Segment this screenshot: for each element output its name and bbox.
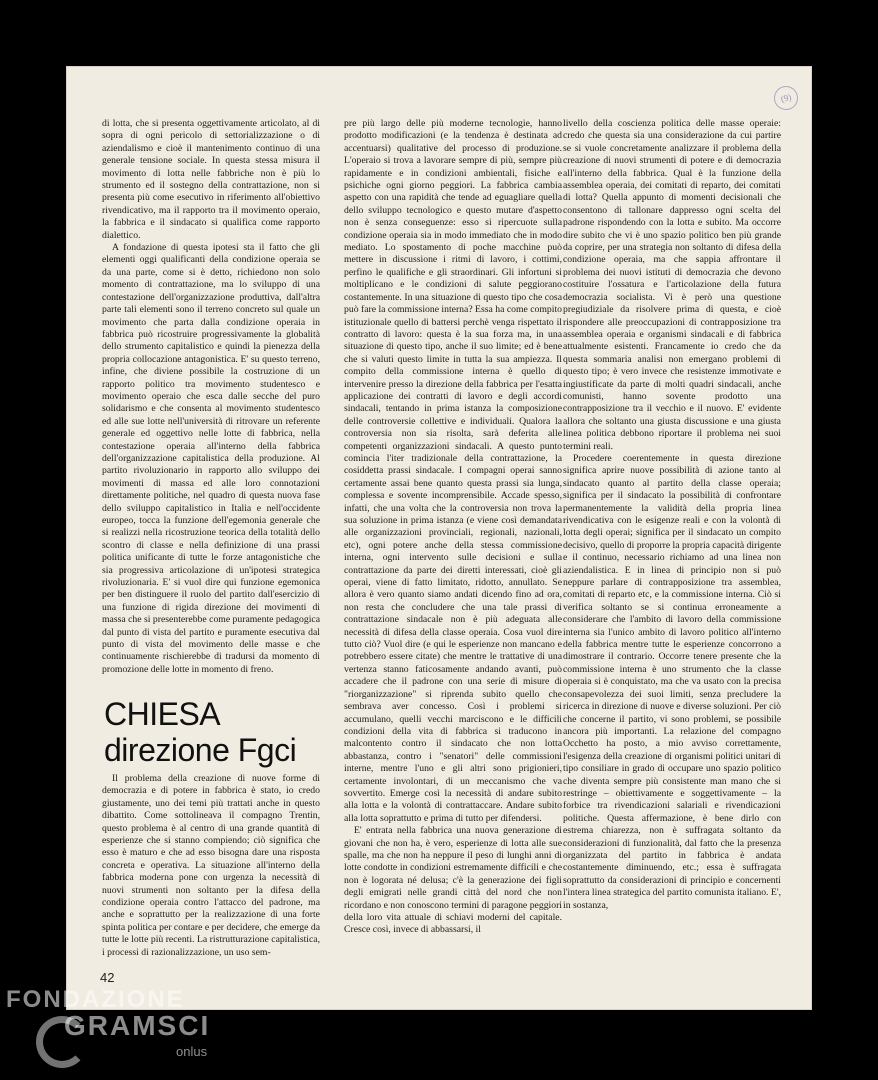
watermark-line3: onlus xyxy=(176,1044,208,1059)
headline-author: CHIESA xyxy=(104,696,221,732)
archive-stamp: (9) xyxy=(771,83,800,112)
column-left-bottom xyxy=(102,773,320,988)
paragraph: livello della coscienza politica delle masse operaie: credo che questa sia una considerazione da cui partire se si vuole concretamente analizzare il problema della creazione di nuovi strumenti di potere e di democrazia all'interno della fabbrica. Qual è la funzione della assemblea operaia, dei comitati di reparto, dei comitati di lotta? Quella appunto di momenti decisionali che consentono di tallonare dappresso ogni scelta del padrone rispondendo con la lotta e subito. Ma occorre dire subito che vi è uno spazio politico ben più grande da coprire, per una strategia non soltanto di difesa della condizione operaia, ma che sappia affrontare il problema dei nuovi istituti di democrazia che devono costituire l'ossatura e l'articolazione della futura democrazia socialista. Vi è però una questione pregiudiziale da risolvere prima di questa, e cioè rispondere alle preoccupazioni di contrapposizione tra assemblea operaia e organismi sindacali e di fabbrica attualmente esistenti. Francamente io credo che da questa sommaria analisi non emergano problemi di questo tipo; è vero invece che resistenze immotivate e ingiustificate da parte di molti quadri sindacali, anche comunisti, hanno sovente prodotto una contrapposizione tra il vecchio e il nuovo. E' evidente allora che soltanto una giusta discussione e una giusta linea politica debbono riportare il problema nei suoi termini reali. xyxy=(563,118,781,452)
fondazione-gramsci-watermark xyxy=(6,986,236,1076)
paragraph: di lotta, che si presenta oggettivamente articolato, al di sopra di ogni pericolo di settorializzazione o di aziendalismo e cioè il mantenimento continuo di una generale tensione sociale. In questa stessa misura il movimento di lotta nelle fabbriche non è più lo strumento ed il sostegno della contrattazione, non si presenta più come esecutivo in riferimento all'obiettivo rivendicativo, ma il rapporto tra il movimento operaio, la fabbrica e il sindacato si qualifica come rapporto dialettico. xyxy=(102,118,320,241)
column-left-top xyxy=(102,118,320,676)
paragraph: pre più largo delle più moderne tecnologie, hanno prodotto modificazioni (e la tendenza è destinata ad accentuarsi) qualitative del processo di produzione. L'operaio si trova a lavorare sempre di più, sempre più rapidamente e in condizioni ambientali, fisiche e psichiche ogni giorno peggiori. La fabbrica cambia aspetto con una rapidità che tende ad eguagliare quella dello sviluppo tecnologico e questo mutare d'aspetto non è senza conseguenze: esso si ripercuote sulla condizione operaia sia in modo immediato che in modo mediato. Lo spostamento di poche macchine può mettere in discussione i ritmi di lavoro, i cottimi, perfino le qualifiche e gli straordinari. Gli infortuni si moltiplicano e le condizioni di salute peggiorano costantemente. In una situazione di questo tipo che cosa può fare la commissione interna? Essa ha come compito istituzionale quello di battersi perchè venga rispettato il contratto di lavoro: questa è la sua forza ma, in una situazione di questo tipo, anche il suo limite; ed è bene che si valuti questo limite in tutta la sua ampiezza. Il compito della commissione interna è quello di intervenire presso la direzione della fabbrica per l'esatta applicazione dei contratti di lavoro e degli accordi sindacali, tentando in prima istanza la composizione delle controversie collettive e individuali. Qualora la controversia non sia risolta, sarà deferita alle competenti organizzazioni sindacali. A questo punto comincia l'iter tradizionale della contrattazione, la cosiddetta prassi sindacale. I compagni operai sanno certamente assai bene quanto questa prassi sia lunga, complessa e sovente incomprensibile. Accade spesso, infatti, che una volta che la controversia non trova la sua soluzione in prima istanza (e viene così demandata alle organizzazioni provinciali, regionali, nazionali, etc), ogni potere anche della stessa commissione interna, ogni intervento sulle decisioni e sulla contrattazione da parte dei diretti interessati, cioè gli operai, viene di fatto limitato, ridotto, annullato. Se allora è vero quanto siamo andati dicendo fino ad ora, non resta che concludere che una tale prassi di contrattazione sindacale non è più adeguata alle necessità di difesa della classe operaia. Cosa vuol dire tutto ciò? Vuol dire (e qui le esperienze non mancano e potrebbero essere citate) che mentre le trattative di una vertenza stanno faticosamente andando avanti, può accadere che il padrone con una serie di misure di "riorganizzazione" si riprenda subito quello che sembrava aver concesso. Così i problemi si accumulano, quelli vecchi marciscono e le difficili condizioni della vita di fabbrica si traducono in malcontento contro il sindacato che non lotta abbastanza, contro i "senatori" delle commissioni interne, mentre l'uno e gli altri sono prigionieri, certamente involontari, di un meccanismo che va sovvertito. Emerge così la necessità di andare subito alla lotta e la volontà di contrattaccare. Andare subito alla lotta soprattutto e prima di tutto per difendersi. xyxy=(344,118,562,824)
paragraph: Il problema della creazione di nuove forme di democrazia e di potere in fabbrica è stato, io credo giustamente, uno dei temi più trattati anche in questo dibattito. Come sottolineava il compagno Trentin, questo problema è al centro di una grande quantità di esperienze che si stanno compiendo; ciò significa che esso è maturo e che ad esso bisogna dare una risposta concreta e operativa. La situazione all'interno della fabbrica moderna pone con urgenza la necessità di nuovi strumenti non soltanto per la difesa della condizione operaia contro l'attacco del padrone, ma anche e soprattutto per la realizzazione di una forte spinta politica per contare e per decidere, che emerge da tutte le lotte più recenti. La ristrutturazione capitalistica, i processi di razionalizzazione, un uso sem- xyxy=(102,773,320,958)
paragraph: E' entrata nella fabbrica una nuova generazione di giovani che non ha, è vero, esperienze di lotta alle sue spalle, ma che non ha neppure il peso di lunghi anni di lotte condotte in condizioni estremamente difficili e che non è logorata né delusa; c'è la generazione dei figli degli emigrati nelle grandi città del nord che non ricordano e non conoscono termini di paragone peggiori della loro vita attuale di schiavi moderni del capitale. Cresce così, invece di abbassarsi, il xyxy=(344,825,562,936)
column-right xyxy=(563,118,781,912)
magazine-page xyxy=(66,66,812,1010)
headline-role: direzione Fgci xyxy=(104,732,297,768)
page-number: 42 xyxy=(100,970,115,985)
paragraph: A fondazione di questa ipotesi sta il fatto che gli elementi oggi qualificanti della condizione operaia se da una parte, come si è detto, richiedono non solo momento di contrattazione, ma lo sviluppo di una contestazione dell'organizzazione produttiva, dall'altra parte tali elementi sono il terreno concreto sul quale un movimento che parta dalla condizione operaia in fabbrica può ricostruire progressivamente la globalità dello strumento capitalistico e quindi la pienezza della propria collocazione antagonistica. E' su questo terreno, infine, che diviene possibile la costruzione di un rapporto politico tra movimento studentesco e movimento operaio che esca dalle secche del puro solidarismo e che consenta al movimento studentesco ed alle sue lotte nell'università di ritrovare un referente generale ed oggettivo nelle lotte di fabbrica, nella contestazione operaia all'interno della fabbrica dell'organizzazione capitalistica della produzione. Al partito rivoluzionario in rapporto allo sviluppo dei movimenti di massa ed alle loro connotazioni direttamente politiche, nel quadro di questa nuova fase dello sviluppo capitalistico in Italia e nell'occidente europeo, tocca la funzione dell'egemonia generale che si realizzi nella ricostruzione teorica della totalità dello scontro di classe e nella definizione di una prassi politica unificante di tutte le forze antagonistiche che sia progressiva articolazione di un'ipotesi strategica rivoluzionaria. E' si vuol dire qui funzione egemonica per ben distinguere il ruolo del partito dall'esercizio di una funzione di rigida direzione dei movimenti di massa che si presenterebbe come puramente pedagogica dal punto di vista del partito e puramente esecutiva dal punto di vista del movimento delle masse e che continuamente rischierebbe di tradursi da momento di promozione delle lotte in momento di freno. xyxy=(102,242,320,675)
column-middle xyxy=(344,118,562,937)
paragraph: Procedere coerentemente in questa direzione significa aprire nuove possibilità di azione tanto al sindacato quanto al partito della classe operaia; significa per il sindacato la possibilità di confrontare permanentemente la validità della propria linea rivendicativa con le esigenze reali e con la volontà di lotta degli operai; significa per il sindacato un compito decisivo, quello di proporre la propria capacità dirigente e il continuo, necessario richiamo ad una linea non aziendalistica. E in linea di principio non si può neppure parlare di contrapposizione tra assemblea, comitati di reparto etc, e la commissione interna. Ciò si verifica soltanto se si continua erroneamente a considerare che l'ambito di lavoro della commissione interna sia l'unico ambito di lavoro politico all'interno della fabbrica mentre tutte le esperienze concorrono a dimostrare il contrario. Occorre tenere presente che la commissione interna è uno strumento che la classe operaia si è conquistato, ma che va usato con la precisa consapevolezza dei suoi limiti, senza precludere la ricerca in direzione di nuove e diverse soluzioni. Per ciò che concerne il partito, vi sono problemi, se possibile ancora più importanti. La relazione del compagno Occhetto ha posto, a mio avviso correttamente, l'esigenza della creazione di organismi politici unitari di tipo consiliare in grado di occupare uno spazio politico che diventa sempre più consistente man mano che si restringe – obiettivamente e soggettivamente – la forbice tra rivendicazioni salariali e rivendicazioni politiche. Questa affermazione, è bene dirlo con estrema chiarezza, non è suffragata soltanto da considerazioni di funzionalità, dal fatto che la presenza organizzata del partito in fabbrica è andata costantemente diminuendo, etc.; essa è suffragata soprattutto da considerazioni di principio e concernenti l'intera linea strategica del partito comunista italiano. E', in sostanza, xyxy=(563,452,781,911)
article-headline xyxy=(104,696,334,768)
watermark-line2: GRAMSCI xyxy=(64,1010,211,1041)
watermark-line1: FONDAZIONE xyxy=(6,986,185,1013)
